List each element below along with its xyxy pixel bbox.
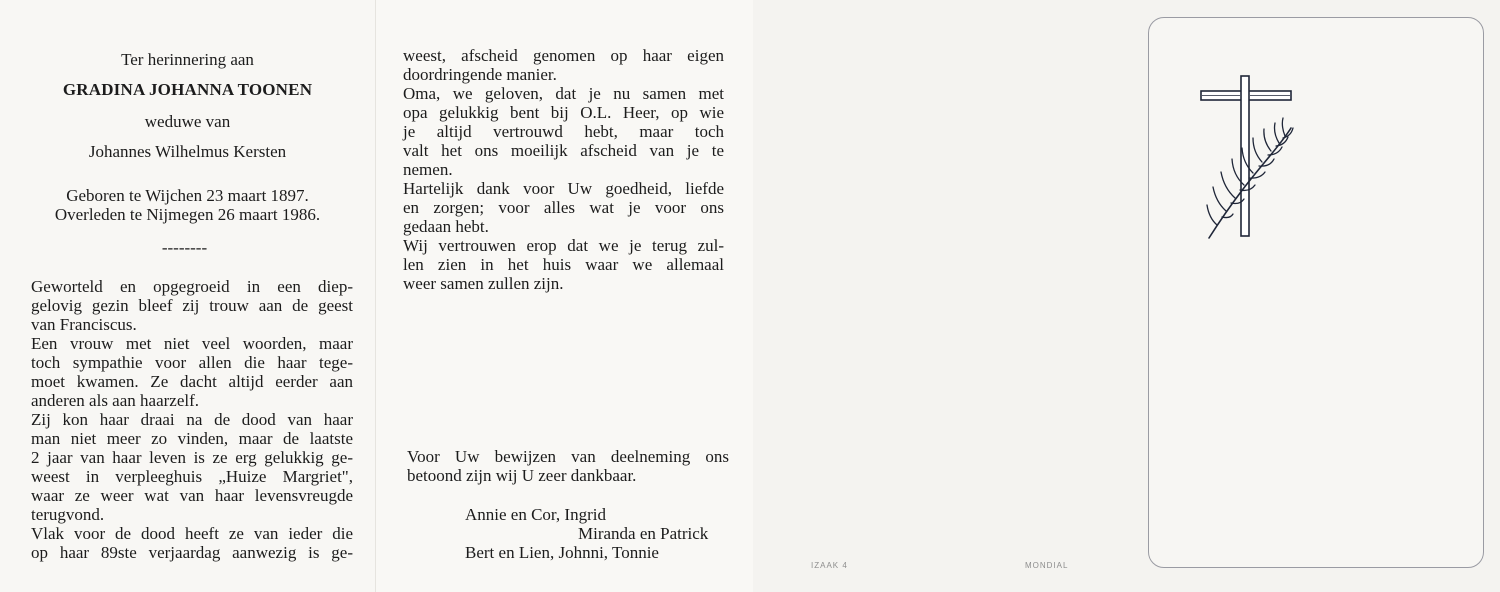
body-line: van Franciscus. (31, 315, 137, 334)
body-line: doordringende manier. (403, 65, 557, 84)
thanks-line: Voor Uw bewijzen van deelneming ons (407, 447, 729, 466)
body-line: Wij vertrouwen erop dat we je terug zul- (403, 236, 724, 255)
body-line: anderen als aan haarzelf. (31, 391, 199, 410)
signature-line: Bert en Lien, Johnni, Tonnie (465, 543, 659, 562)
print-brand: MONDIAL (1025, 561, 1069, 570)
cross-with-palm-icon (1199, 70, 1299, 245)
body-line: Oma, we geloven, dat je nu samen met (403, 84, 724, 103)
left-panel (0, 0, 375, 592)
divider-text: -------- (161, 238, 208, 257)
death-line: Overleden te Nijmegen 26 maart 1986. (54, 205, 321, 224)
body-line: Geworteld en opgegroeid in een diep- (31, 277, 353, 296)
middle-panel (375, 0, 754, 592)
body-line: Vlak voor de dood heeft ze van ieder die (31, 524, 353, 543)
body-line: waar ze weer wat van haar levensvreugde (31, 486, 353, 505)
body-line: op haar 89ste verjaardag aanwezig is ge- (31, 543, 353, 562)
thanks-line: betoond zijn wij U zeer dankbaar. (407, 466, 637, 485)
body-line: gelovig gezin bleef zij trouw aan de geest (31, 296, 353, 315)
body-line: je altijd vertrouwd hebt, maar toch (403, 122, 724, 141)
intro-text: Ter herinnering aan (121, 50, 254, 69)
right-panel (753, 0, 1500, 592)
spouse-name: Johannes Wilhelmus Kersten (88, 142, 287, 161)
deceased-name: GRADINA JOHANNA TOONEN (62, 80, 313, 99)
body-line: valt het ons moeilijk afscheid van je te (403, 141, 724, 160)
body-line: terugvond. (31, 505, 105, 524)
body-line: weer samen zullen zijn. (403, 274, 564, 293)
body-line: man niet meer zo vinden, maar de laatste (31, 429, 353, 448)
relation-text: weduwe van (144, 112, 231, 131)
body-line: toch sympathie voor allen die haar tege- (31, 353, 353, 372)
signature-line: Miranda en Patrick (578, 524, 709, 543)
birth-line: Geboren te Wijchen 23 maart 1897. (66, 186, 309, 205)
body-line: Zij kon haar draai na de dood van haar (31, 410, 353, 429)
body-line: gedaan hebt. (403, 217, 489, 236)
body-line: 2 jaar van haar leven is ze erg gelukkig ge- (31, 448, 353, 467)
body-line: Hartelijk dank voor Uw goedheid, liefde (403, 179, 724, 198)
body-line: Een vrouw met niet veel woorden, maar (31, 334, 353, 353)
body-line: weest, afscheid genomen op haar eigen (403, 46, 724, 65)
body-line: opa gelukkig bent bij O.L. Heer, op wie (403, 103, 724, 122)
body-line: en zorgen; voor alles wat je voor ons (403, 198, 724, 217)
body-line: moet kwamen. Ze dacht altijd eerder aan (31, 372, 353, 391)
body-line: weest in verpleeghuis „Huize Margriet", (31, 467, 353, 486)
body-line: nemen. (403, 160, 453, 179)
body-line: len zien in het huis waar we allemaal (403, 255, 724, 274)
print-code: IZAAK 4 (811, 561, 848, 570)
signature-line: Annie en Cor, Ingrid (465, 505, 606, 524)
